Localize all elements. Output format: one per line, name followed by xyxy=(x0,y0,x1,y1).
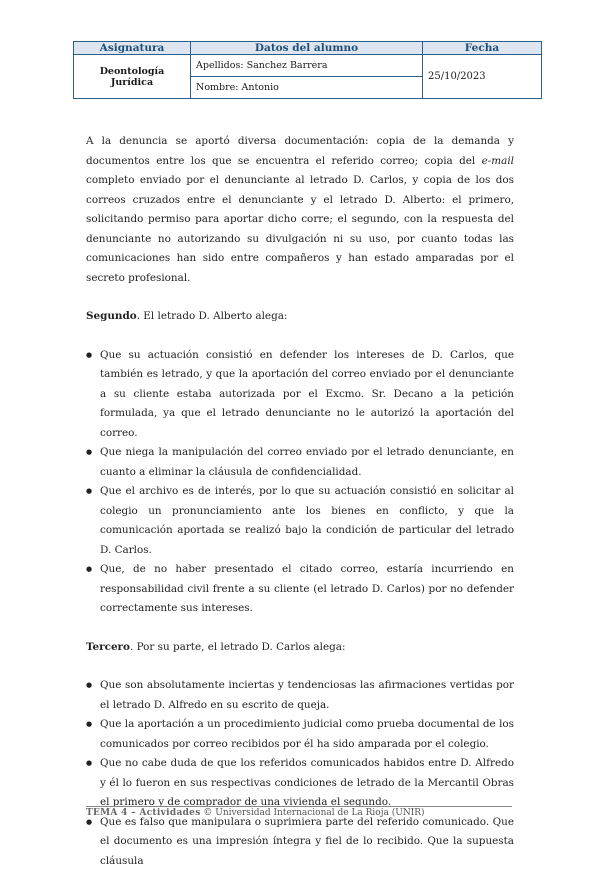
footer-tema: TEMA 4 – Actividades xyxy=(86,808,201,818)
subject-value: Deontología Jurídica xyxy=(74,55,191,99)
date-value: 25/10/2023 xyxy=(423,55,542,99)
header-col-student: Datos del alumno xyxy=(191,42,423,55)
document-body xyxy=(86,132,514,871)
email-word: e-mail xyxy=(482,155,514,167)
name-value: Nombre: Antonio xyxy=(191,77,423,99)
list-item: ● Que no cabe duda de que los referidos comunicados habidos entre D. Alfredo y él lo fueron en sus respectivas condiciones de letrado de la Mercantil Obras el primero y de comprador de una vivienda el segundo. xyxy=(86,754,514,813)
page-footer xyxy=(86,808,425,818)
header-col-subject: Asignatura xyxy=(74,42,191,55)
footer-copyright: © Universidad Internacional de La Rioja (UNIR) xyxy=(201,808,425,818)
list-item: ● Que son absolutamente inciertas y tendenciosas las afirmaciones vertidas por el letrado D. Alfredo en su escrito de queja. xyxy=(86,676,514,715)
list-item: ● Que niega la manipulación del correo enviado por el letrado denunciante, en cuanto a eliminar la cláusula de confidencialidad. xyxy=(86,443,514,482)
surnames-value: Apellidos: Sanchez Barrera xyxy=(191,55,423,77)
list-item: ● Que es falso que manipulara o suprimiera parte del referido comunicado. Que el documento es una impresión íntegra y fiel de lo recibido. Que la supuesta cláusula xyxy=(86,813,514,871)
footer-divider xyxy=(86,806,512,807)
segundo-label: Segundo xyxy=(86,310,137,322)
tercero-list xyxy=(86,676,514,871)
tercero-heading: Tercero. Por su parte, el letrado D. Carlos alega: xyxy=(86,638,514,658)
list-item: ● Que su actuación consistió en defender los intereses de D. Carlos, que también es letrado, y que la aportación del correo enviado por el denunciante a su cliente estaba autorizada por el Excmo. Sr. Decano a la petición formulada, ya que el letrado denunciante no le autorizó la aportación del correo. xyxy=(86,346,514,444)
list-item: ● Que el archivo es de interés, por lo que su actuación consistió en solicitar al colegio un pronunciamiento ante los bienes en conflicto, y que la comunicación aportada se realizó bajo la condición de particular del letrado D. Carlos. xyxy=(86,482,514,560)
header-col-date: Fecha xyxy=(423,42,542,55)
list-item: ● Que la aportación a un procedimiento judicial como prueba documental de los comunicados por correo recibidos por él ha sido amparada por el colegio. xyxy=(86,715,514,754)
segundo-heading: Segundo. El letrado D. Alberto alega: xyxy=(86,307,514,327)
list-item: ● Que, de no haber presentado el citado correo, estaría incurriendo en responsabilidad civil frente a su cliente (el letrado D. Carlos) por no defender correctamente sus intereses. xyxy=(86,560,514,619)
tercero-label: Tercero xyxy=(86,641,130,653)
header-table xyxy=(73,41,542,99)
intro-paragraph: A la denuncia se aportó diversa documentación: copia de la demanda y documentos entre los que se encuentra el referido correo; copia del e-mail completo enviado por el denunciante al letrado D. Carlos, y copia de los dos correos cruzados entre el denunciante y el letrado D. Alberto: el primero, solicitando permiso para aportar dicho corre; el segundo, con la respuesta del denunciante no autorizando su divulgación ni su uso, por cuanto todas las comunicaciones han sido entre compañeros y han estado amparadas por el secreto profesional. xyxy=(86,132,514,288)
segundo-list xyxy=(86,346,514,619)
